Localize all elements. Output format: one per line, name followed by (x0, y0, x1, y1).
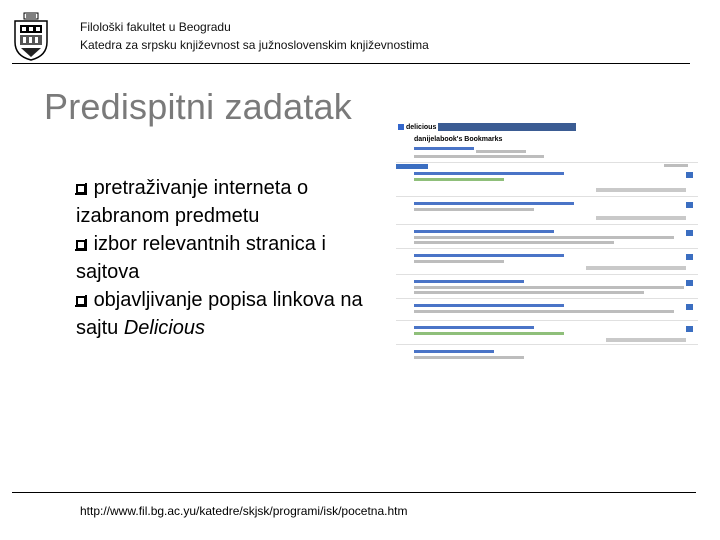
footer-divider (12, 492, 696, 493)
delicious-logo: delicious (398, 124, 436, 131)
faculty-logo-icon (12, 12, 50, 62)
bullet-item (76, 174, 376, 230)
faculty-name: Filološki fakultet u Beogradu (80, 20, 231, 34)
department-name: Katedra za srpsku književnost sa južnoslovenskim književnostima (80, 38, 429, 52)
bullet-text: pretraživanje interneta o izabranom predmetu (76, 177, 309, 227)
bullet-list (76, 174, 376, 342)
delicious-word: Delicious (123, 317, 205, 339)
bullet-text: objavljivanje popisa linkova na sajtu (76, 289, 363, 339)
header-divider (12, 63, 690, 64)
footer-url[interactable]: http://www.fil.bg.ac.yu/katedre/skjsk/programi/isk/pocetna.htm (80, 504, 408, 518)
bullet-square-icon (76, 240, 86, 250)
bullet-square-icon (76, 184, 86, 194)
bullet-item (76, 230, 376, 286)
bullet-item (76, 286, 376, 342)
delicious-user-heading: danijelabook's Bookmarks (414, 136, 503, 143)
delicious-nav-tabs (438, 123, 576, 131)
delicious-header-bar (396, 123, 698, 132)
bullet-square-icon (76, 296, 86, 306)
delicious-screenshot (396, 114, 698, 360)
slide-title: Predispitni zadatak (44, 86, 352, 127)
bullet-text: izbor relevantnih stranica i sajtova (76, 233, 326, 283)
